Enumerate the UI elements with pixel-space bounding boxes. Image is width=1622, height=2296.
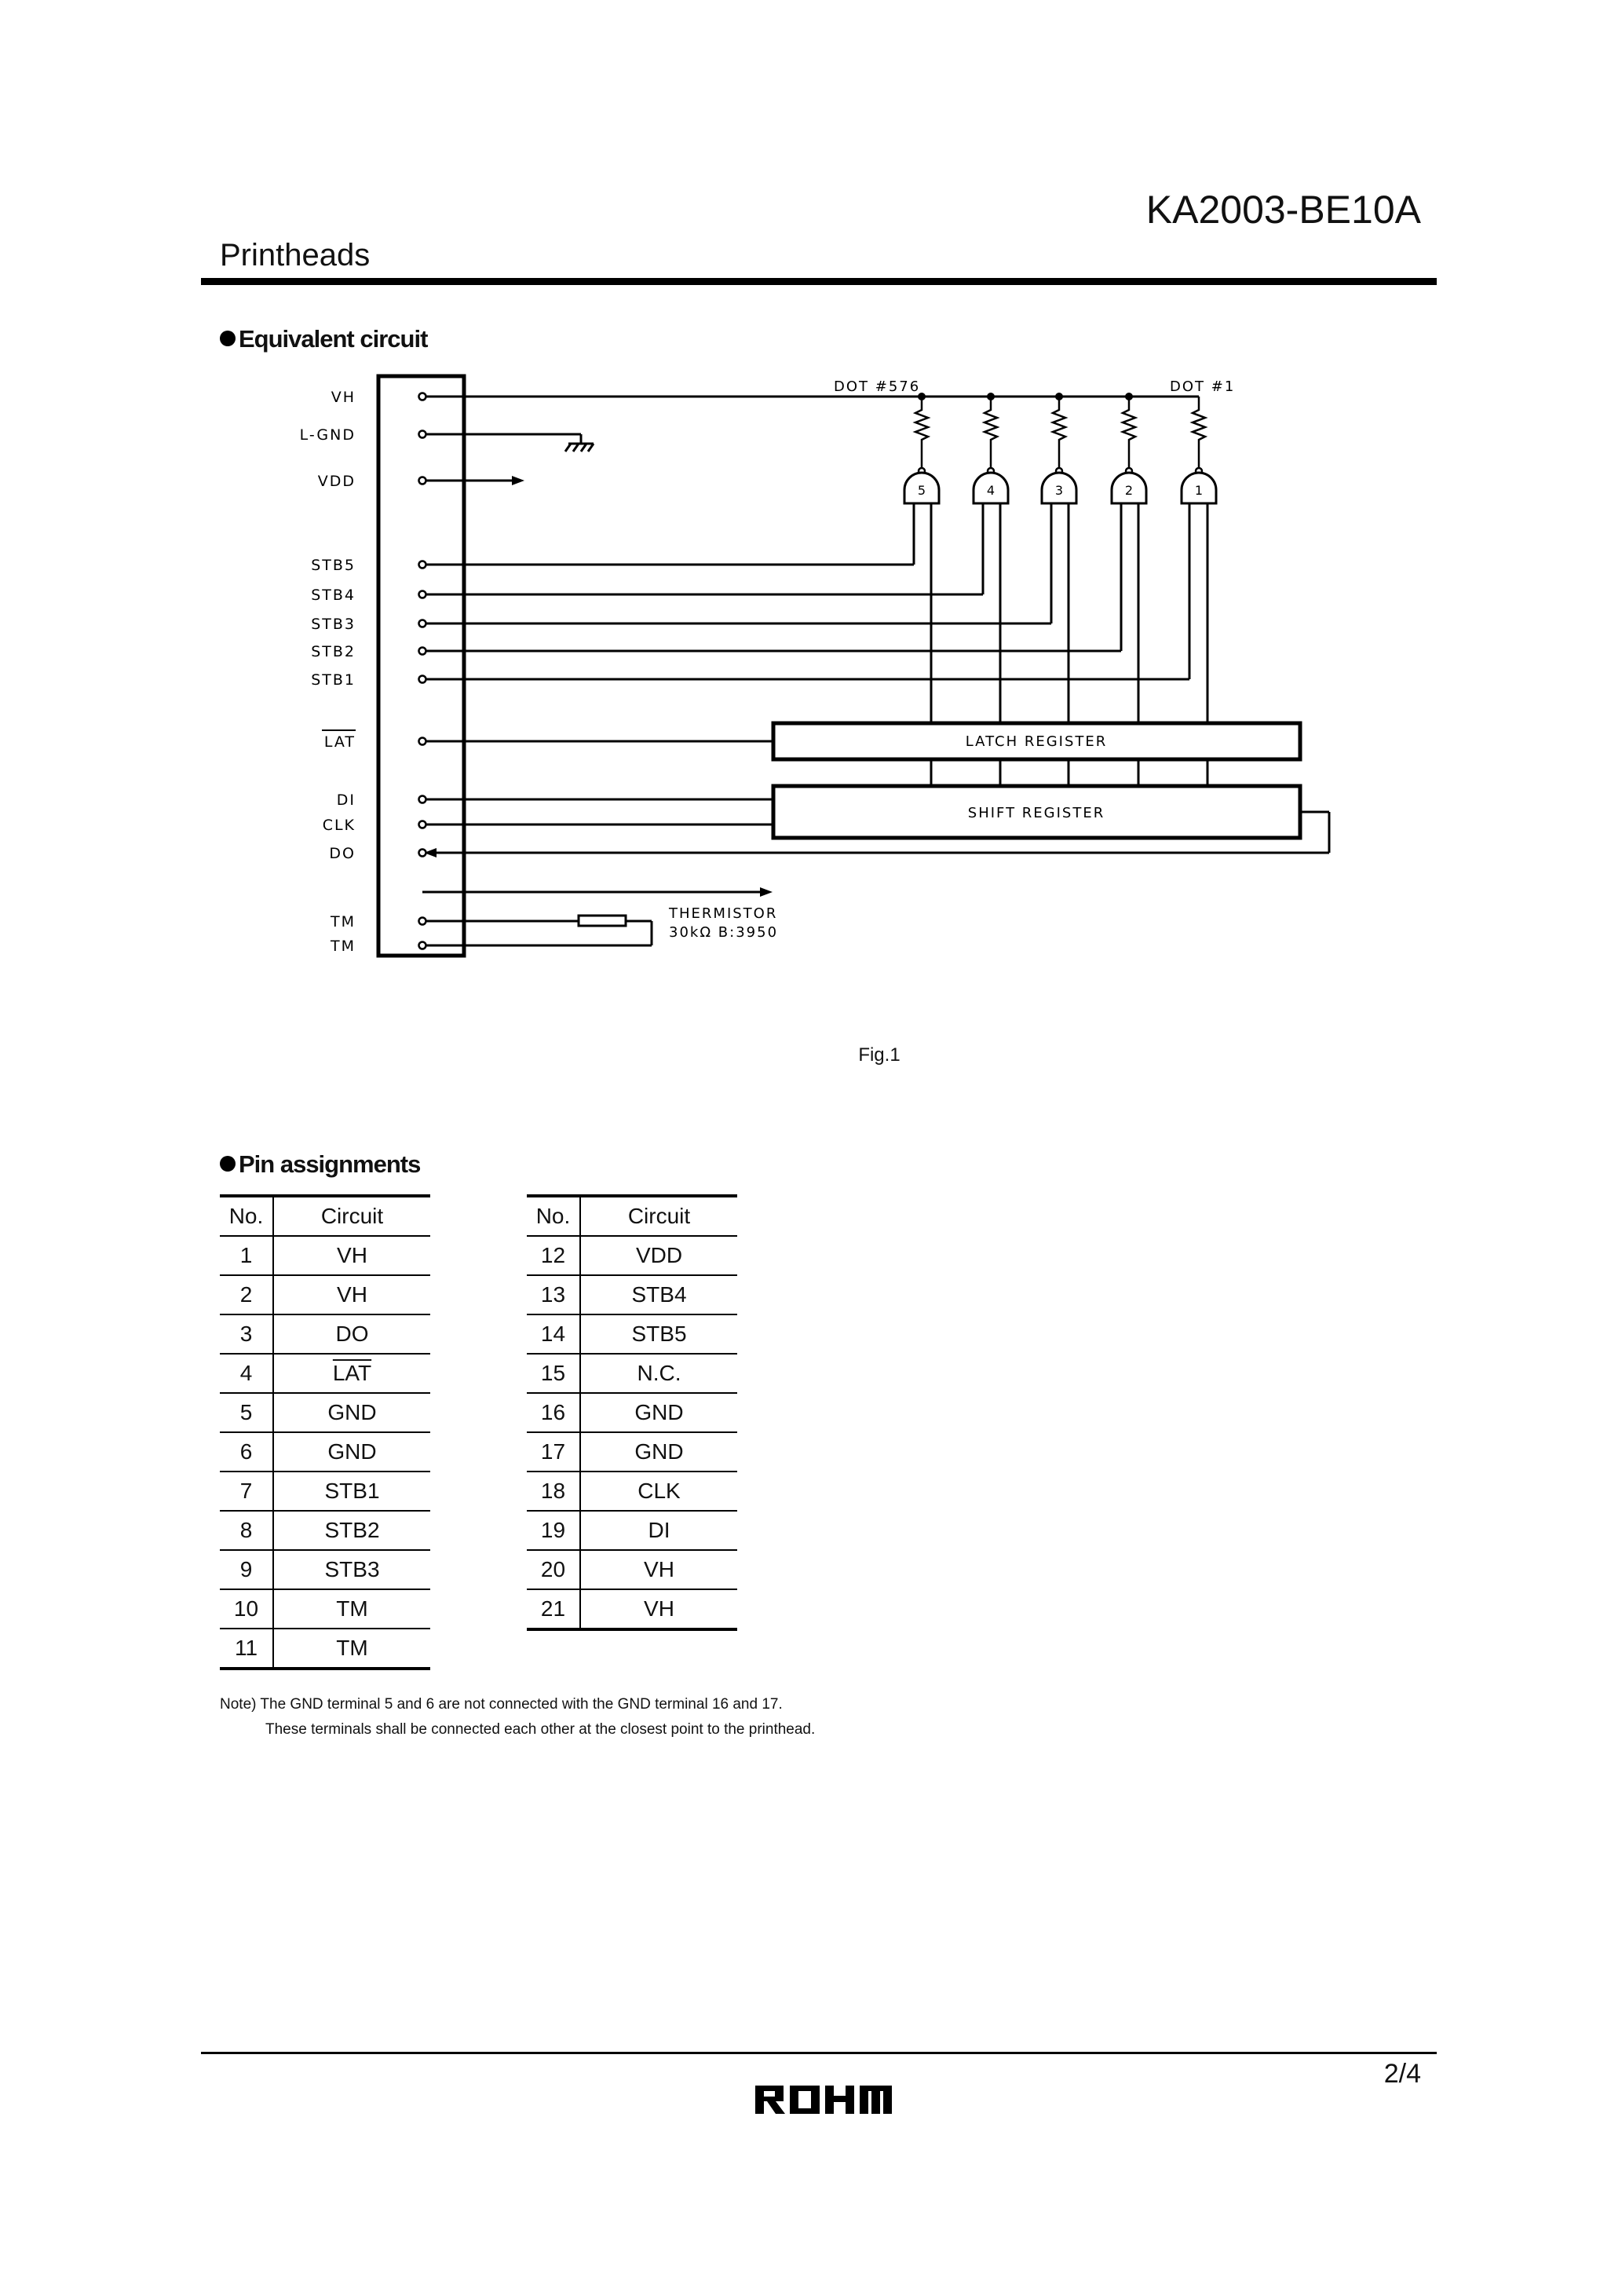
table-row [220,1432,430,1472]
pin-no: 18 [527,1472,580,1511]
pin-circuit: STB2 [273,1511,430,1550]
pin-assignments-heading [220,1150,420,1179]
connector-block [378,376,464,956]
heater-resistor-5 [915,397,928,471]
pin-circuit: VH [273,1275,430,1314]
pin-circuit: GND [273,1432,430,1472]
table-row [527,1550,737,1589]
pin-circuit: GND [273,1393,430,1432]
pin-no: 2 [220,1275,273,1314]
thermistor-label: THERMISTOR [669,905,778,922]
table-row [527,1511,737,1550]
gate-label-2: 2 [1124,483,1134,498]
pin-circuit: VH [580,1589,737,1629]
pin-label-tm1: TM [331,913,356,930]
pin-circuit: TM [273,1629,430,1669]
pin-assignments-title: Pin assignments [239,1150,421,1178]
pin-no: 14 [527,1314,580,1354]
table-row [220,1393,430,1432]
table-header-row [220,1196,430,1236]
thermistor-spec: 30kΩ B:3950 [669,924,779,941]
bullet-icon [220,1156,236,1172]
pin-circuit: GND [580,1432,737,1472]
pin-no: 6 [220,1432,273,1472]
pin-no: 10 [220,1589,273,1629]
pin-no: 21 [527,1589,580,1629]
table-row [527,1314,737,1354]
pin-label-vh: VH [331,389,356,406]
latch-register-label: LATCH REGISTER [965,733,1108,750]
section-label: Printheads [220,238,371,272]
table-row [220,1275,430,1314]
pin-no: 16 [527,1393,580,1432]
table-row [527,1236,737,1275]
table-row [527,1472,737,1511]
pin-no: 12 [527,1236,580,1275]
pin-table-left [220,1194,430,1670]
dot-1-label: DOT #1 [1170,378,1236,395]
thermistor-resistor [579,916,626,926]
table-row [220,1511,430,1550]
pin-no: 5 [220,1393,273,1432]
pin-no: 4 [220,1354,273,1393]
table-row [220,1236,430,1275]
pin-label-clk: CLK [322,817,356,834]
pin-no: 8 [220,1511,273,1550]
gate-label-1: 1 [1194,483,1204,498]
pin-no: 15 [527,1354,580,1393]
heater-resistor-4 [985,397,997,471]
column-header-no: No. [220,1196,273,1236]
table-header-row [527,1196,737,1236]
pin-label-stb2: STB2 [311,643,356,660]
table-row [220,1589,430,1629]
equivalent-circuit-diagram [0,0,1622,1021]
pin-label-stb5: STB5 [311,557,356,574]
pin-no: 9 [220,1550,273,1589]
lat-overline-text: $\overline{LAT}$ [332,1361,372,1385]
pin-no: 13 [527,1275,580,1314]
page-number: 2/4 [1383,2059,1421,2089]
pin-label-vdd: VDD [317,473,356,490]
table-row [527,1589,737,1629]
gate-label-4: 4 [986,483,995,498]
pin-label-stb1: STB1 [311,671,356,689]
table-row [527,1275,737,1314]
pin-circuit: TM [273,1589,430,1629]
pin-label-lgnd: L-GND [299,426,356,444]
pin-circuit: STB5 [580,1314,737,1354]
table-row [527,1432,737,1472]
table-row [220,1354,430,1393]
pin-circuit: N.C. [580,1354,737,1393]
part-number: KA2003-BE10A [1145,188,1421,232]
figure-caption: Fig.1 [858,1044,901,1066]
table-row [527,1354,737,1393]
table-row [220,1550,430,1589]
heater-resistor-1 [1193,397,1205,471]
rohm-logo [755,2082,892,2117]
note-line-1: Note) The GND terminal 5 and 6 are not connected with the GND terminal 16 and 17. [220,1696,783,1713]
pin-circuit: STB1 [273,1472,430,1511]
table-row [220,1629,430,1669]
pin-no: 11 [220,1629,273,1669]
gate-label-3: 3 [1054,483,1064,498]
gate-label-5: 5 [917,483,926,498]
table-row [220,1314,430,1354]
column-header-circuit: Circuit [580,1196,737,1236]
pin-label-stb3: STB3 [311,616,356,633]
pin-label-di: DI [336,792,356,809]
pin-no: 20 [527,1550,580,1589]
pin-circuit: VH [273,1236,430,1275]
equivalent-circuit-title: Equivalent circuit [239,325,428,353]
dot-576-label: DOT #576 [834,378,921,395]
footer-rule [201,2052,1437,2054]
shift-register-label: SHIFT REGISTER [967,805,1105,821]
pin-no: 3 [220,1314,273,1354]
note-line-2: These terminals shall be connected each other at the closest point to the printhead. [265,1721,816,1738]
pin-no: 7 [220,1472,273,1511]
pin-circuit [273,1354,430,1393]
pin-no: 17 [527,1432,580,1472]
table-row [527,1393,737,1432]
pin-circuit: VDD [580,1236,737,1275]
pin-circuit: STB4 [580,1275,737,1314]
pin-label-tm2: TM [331,938,356,955]
pin-circuit: GND [580,1393,737,1432]
pin-label-stb4: STB4 [311,587,356,604]
pin-circuit: DI [580,1511,737,1550]
heater-resistor-3 [1053,397,1065,471]
pin-table-right [527,1194,737,1631]
table-row [220,1472,430,1511]
pin-no: 19 [527,1511,580,1550]
pin-label-lat: LAT [323,733,356,751]
pin-circuit: DO [273,1314,430,1354]
pin-circuit: VH [580,1550,737,1589]
pin-no: 1 [220,1236,273,1275]
pin-label-do: DO [329,845,356,862]
pin-circuit: STB3 [273,1550,430,1589]
column-header-no: No. [527,1196,580,1236]
pin-circuit: CLK [580,1472,737,1511]
column-header-circuit: Circuit [273,1196,430,1236]
heater-resistor-2 [1123,397,1135,471]
